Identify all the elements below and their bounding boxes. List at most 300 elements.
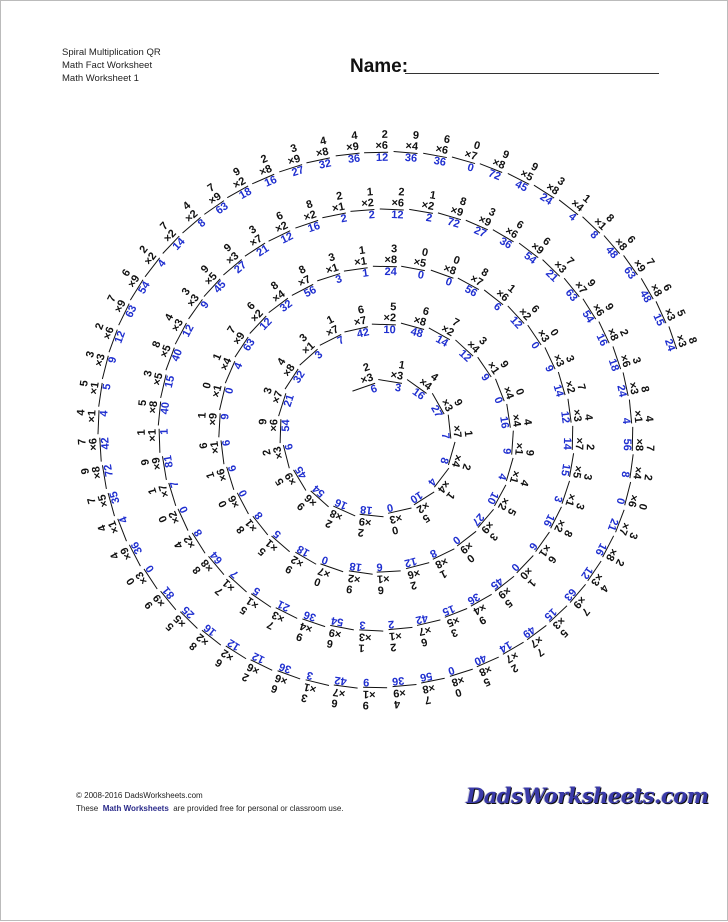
answer: 10 — [383, 323, 397, 336]
multiplicand: 8 — [233, 522, 248, 536]
multiplier: ×8 — [432, 549, 459, 570]
answer: 7 — [335, 334, 347, 348]
answer: 54 — [279, 418, 292, 432]
multiplier: ×6 — [98, 326, 118, 353]
answer: 15 — [162, 374, 177, 389]
multiplicand: 2 — [259, 152, 271, 167]
multiplicand: 9 — [142, 598, 156, 611]
multiplicand: 2 — [381, 128, 389, 141]
multiplier: ×8 — [599, 317, 620, 344]
multiplicand: 9 — [522, 449, 536, 457]
answer: 14 — [170, 236, 188, 254]
answer: 36 — [432, 154, 447, 169]
answer: 4 — [619, 417, 633, 425]
answer: 16 — [263, 173, 280, 190]
answer: 72 — [445, 215, 461, 231]
multiplicand: 0 — [124, 574, 138, 587]
multiplicand: 1 — [204, 470, 218, 481]
answer: 4 — [565, 210, 579, 224]
answer: 16 — [305, 219, 322, 236]
worksheet-title: Spiral Multiplication QR — [62, 47, 161, 58]
multiplicand: 9 — [497, 358, 511, 371]
multiplier: ×2 — [264, 220, 291, 241]
multiplier: ×6 — [484, 281, 510, 305]
problem — [349, 187, 376, 223]
answer: 0 — [490, 395, 505, 406]
answer: 0 — [446, 663, 456, 677]
multiplicand: 7 — [265, 617, 277, 632]
answer: 56 — [621, 438, 634, 452]
math-worksheets-link[interactable]: Math Worksheets — [102, 804, 169, 813]
multiplier: ×4 — [407, 371, 433, 395]
multiplier: ×1 — [243, 515, 267, 541]
multiplicand: 9 — [138, 458, 152, 467]
multiplier: ×3 — [91, 353, 109, 379]
multiplier: ×5 — [97, 493, 115, 519]
answer: 36 — [391, 674, 405, 688]
multiplicand: 0 — [390, 523, 400, 537]
multiplier: ×1 — [87, 410, 100, 434]
problem — [300, 668, 331, 707]
multiplier: ×7 — [239, 234, 266, 257]
multiplicand: 6 — [660, 281, 674, 294]
multiplier: ×8 — [641, 272, 663, 299]
answer: 0 — [417, 268, 426, 282]
problem — [345, 362, 379, 402]
multiplier: ×9 — [328, 625, 354, 641]
answer: 2 — [424, 211, 433, 225]
multiplier: ×5 — [402, 255, 428, 271]
multiplier: ×7 — [268, 389, 287, 416]
multiplicand: 3 — [247, 223, 259, 238]
answer: 15 — [650, 312, 667, 329]
multiplicand: 7 — [225, 324, 239, 336]
answer: 36 — [464, 589, 482, 607]
multiplier: ×6 — [246, 660, 273, 681]
multiplicand: 9 — [221, 241, 235, 255]
multiplier: ×9 — [276, 154, 303, 173]
multiplicand: 7 — [157, 220, 171, 234]
multiplier: ×3 — [622, 370, 639, 396]
multiplicand: 5 — [390, 300, 397, 313]
problem — [449, 135, 481, 174]
multiplier: ×9 — [457, 531, 483, 555]
multiplicand: 2 — [335, 190, 344, 204]
multiplier: ×1 — [221, 576, 247, 601]
answer: 12 — [375, 151, 389, 164]
answer: 0 — [613, 496, 627, 506]
multiplier: ×3 — [216, 251, 242, 276]
multiplier: ×1 — [107, 519, 127, 546]
answer: 16 — [592, 540, 610, 558]
answer: 9 — [106, 355, 120, 365]
multiplicand: 2 — [240, 670, 252, 684]
multiplicand: 3 — [629, 355, 643, 366]
problem — [414, 608, 445, 647]
answer: 12 — [180, 322, 197, 340]
answer: 6 — [225, 463, 240, 474]
multiplicand: 3 — [572, 501, 587, 511]
multiplier: ×1 — [582, 208, 608, 233]
multiplicand: 6 — [197, 441, 211, 450]
multiplier: ×6 — [582, 293, 605, 320]
multiplicand: 4 — [521, 417, 534, 426]
multiplier: ×8 — [534, 176, 561, 199]
answer: 16 — [497, 415, 512, 430]
multiplicand: 8 — [479, 265, 491, 280]
answer: 21 — [604, 516, 620, 532]
answer: 6 — [220, 439, 233, 447]
multiplicand: 5 — [420, 510, 432, 525]
multiplier: ×4 — [470, 593, 497, 615]
multiplier: ×4 — [495, 375, 515, 402]
answer: 63 — [123, 303, 140, 321]
answer: 9 — [198, 299, 212, 312]
multiplier: ×7 — [286, 274, 313, 296]
multiplicand: 3 — [300, 690, 309, 704]
answer: 0 — [528, 340, 543, 352]
problem — [80, 464, 117, 493]
multiplier: ×7 — [572, 426, 584, 450]
answer: 12 — [578, 563, 596, 581]
answer: 5 — [271, 527, 285, 541]
multiplicand: 7 — [563, 254, 576, 268]
answer: 49 — [520, 622, 538, 640]
multiplicand: 3 — [486, 530, 500, 543]
multiplier: ×4 — [455, 332, 481, 357]
answer: 6 — [525, 540, 540, 553]
answer: 0 — [177, 504, 192, 515]
answer: 15 — [440, 602, 456, 618]
answer: 1 — [158, 428, 172, 435]
multiplicand: 1 — [461, 430, 475, 438]
multiplicand: 8 — [637, 385, 651, 394]
multiplier: ×4 — [262, 289, 288, 313]
problem — [400, 244, 430, 282]
footer-note: These Math Worksheets are provided free for personal or classroom use. — [76, 804, 344, 813]
multiplier: ×3 — [271, 607, 298, 628]
answer: 5 — [250, 583, 263, 598]
answer: 36 — [302, 607, 318, 623]
multiplicand: 3 — [580, 472, 594, 481]
multiplicand: 1 — [428, 188, 437, 202]
multiplicand: 9 — [231, 165, 243, 180]
multiplicand: 4 — [180, 199, 193, 213]
multiplicand: 7 — [534, 645, 547, 659]
problem — [333, 131, 361, 168]
multiplicand: 4 — [275, 356, 289, 368]
multiplier: ×6 — [405, 562, 431, 580]
multiplier: ×5 — [149, 372, 166, 398]
problem — [257, 418, 292, 443]
problem — [500, 430, 536, 456]
multiplicand: 3 — [141, 368, 155, 378]
multiplier: ×1 — [245, 593, 272, 616]
multiplicand: 6 — [514, 218, 526, 233]
multiplier: ×3 — [669, 323, 688, 350]
multiplicand: 6 — [245, 299, 259, 313]
multiplicand: 3 — [625, 530, 640, 541]
answer: 4 — [98, 410, 111, 418]
answer: 14 — [433, 333, 451, 351]
answer: 15 — [541, 605, 560, 623]
multiplier: ×4 — [559, 191, 585, 215]
multiplicand: 4 — [393, 697, 401, 710]
multiplicand: 6 — [419, 634, 429, 649]
multiplicand: 2 — [357, 525, 366, 539]
multiplier: ×6 — [268, 419, 281, 443]
multiplicand: 9 — [602, 301, 616, 314]
multiplicand: 0 — [471, 139, 482, 153]
answer: 54 — [136, 279, 153, 297]
multiplicand: 2 — [260, 448, 274, 458]
answer: 54 — [310, 482, 328, 500]
multiplicand: 2 — [641, 473, 655, 482]
answer: 7 — [228, 567, 241, 581]
answer: 0 — [320, 552, 331, 567]
answer: 12 — [456, 347, 474, 365]
answer: 12 — [279, 229, 296, 247]
answer: 72 — [101, 463, 116, 478]
answer: 8 — [427, 546, 439, 561]
multiplier: ×9 — [119, 544, 141, 571]
answer: 18 — [605, 357, 621, 374]
problem — [288, 199, 322, 239]
multiplicand: 9 — [528, 160, 540, 175]
multiplier: ×4 — [393, 140, 418, 154]
answer: 25 — [179, 603, 198, 621]
answer: 72 — [486, 167, 503, 184]
answer: 0 — [385, 500, 395, 515]
answer: 16 — [540, 512, 557, 529]
answer: 12 — [402, 554, 418, 570]
multiplier: ×1 — [292, 341, 318, 366]
multiplier: ×8 — [91, 466, 107, 492]
multiplier: ×8 — [329, 506, 356, 527]
multiplier: ×1 — [377, 570, 402, 583]
multiplicand: 7 — [212, 584, 226, 598]
multiplicand: 9 — [476, 612, 488, 627]
multiplicand: 9 — [450, 396, 465, 409]
problem — [446, 658, 479, 698]
problem — [621, 427, 655, 452]
answer: 12 — [557, 410, 572, 424]
multiplier: ×4 — [447, 441, 465, 467]
multiplier: ×2 — [409, 198, 435, 214]
answer: 0 — [449, 533, 463, 547]
multiplier: ×1 — [561, 480, 580, 507]
multiplicand: 1 — [524, 576, 538, 589]
answer: 24 — [537, 191, 555, 209]
answer: 9 — [542, 363, 556, 375]
multiplicand: 2 — [583, 443, 596, 451]
multiplicand: 3 — [288, 142, 299, 156]
problem — [419, 667, 449, 705]
multiplier: ×8 — [248, 164, 275, 185]
answer: 7 — [439, 432, 452, 441]
answer: 45 — [292, 464, 310, 482]
answer: 1 — [361, 267, 370, 281]
multiplier: ×2 — [168, 509, 189, 536]
problem — [548, 366, 587, 399]
problem — [140, 454, 177, 483]
multiplicand: 0 — [512, 386, 526, 398]
name-label: Name: — [350, 56, 409, 77]
answer: 21 — [254, 243, 272, 260]
multiplicand: 5 — [78, 379, 91, 388]
multiplicand: 8 — [150, 339, 164, 350]
multiplicand: 6 — [528, 303, 542, 316]
answer: 16 — [333, 495, 350, 512]
multiplier: ×2 — [195, 630, 221, 654]
multiplier: ×7 — [563, 271, 587, 297]
multiplier: ×3 — [179, 293, 203, 320]
answer: 54 — [330, 614, 345, 629]
multiplicand: 7 — [643, 256, 657, 269]
answer: 40 — [159, 401, 173, 415]
answer: 18 — [237, 185, 255, 203]
answer: 6 — [369, 383, 379, 397]
multiplier: ×6 — [493, 220, 520, 242]
multiplier: ×2 — [289, 552, 316, 574]
multiplier: ×1 — [629, 398, 643, 423]
multiplicand: 2 — [398, 186, 405, 199]
answer: 63 — [561, 585, 579, 603]
answer: 6 — [491, 300, 504, 315]
multiplier: ×9 — [359, 514, 384, 528]
multiplier: ×1 — [477, 351, 500, 378]
multiplier: ×8 — [304, 147, 330, 164]
answer: 48 — [603, 243, 621, 261]
answer: 14 — [497, 638, 514, 655]
multiplicand: 2 — [613, 556, 627, 568]
answer: 3 — [312, 348, 326, 362]
multiplicand: 6 — [269, 681, 280, 696]
multiplier: ×1 — [511, 430, 525, 455]
problem — [76, 409, 111, 434]
answer: 3 — [359, 617, 366, 631]
multiplier: ×9 — [151, 456, 167, 482]
multiplier: ×2 — [372, 312, 396, 325]
answer: 48 — [409, 325, 425, 341]
multiplier: ×1 — [505, 458, 523, 484]
multiplier: ×3 — [431, 387, 453, 414]
multiplicand: 5 — [256, 544, 269, 558]
multiplier: ×2 — [291, 209, 318, 228]
answer: 12 — [257, 315, 275, 333]
multiplier: ×4 — [630, 455, 645, 480]
multiplicand: 0 — [200, 380, 214, 390]
multiplier: ×9 — [283, 470, 306, 497]
multiplicand: 0 — [156, 513, 171, 525]
multiplicand: 7 — [450, 316, 462, 330]
multiplicand: 3 — [476, 334, 489, 348]
answer: 21 — [542, 267, 560, 285]
multiplicand: 9 — [79, 467, 93, 476]
multiplicand: 5 — [272, 476, 287, 488]
multiplier: ×6 — [274, 671, 301, 690]
multiplicand: 2 — [617, 328, 631, 339]
multiplier: ×7 — [615, 509, 635, 536]
multiplier: ×9 — [518, 234, 544, 258]
answer: 32 — [318, 157, 333, 172]
problem — [318, 191, 348, 229]
multiplier: ×8 — [632, 427, 644, 451]
problem — [658, 319, 698, 353]
multiplicand: 6 — [377, 583, 385, 596]
answer: 56 — [418, 669, 434, 684]
answer: 10 — [407, 488, 425, 505]
answer: 32 — [278, 297, 296, 315]
answer: 40 — [472, 651, 489, 668]
multiplier: ×3 — [542, 251, 568, 276]
multiplicand: 5 — [481, 674, 492, 689]
multiplicand: 8 — [603, 211, 616, 225]
worksheet-number: Math Worksheet 1 — [62, 73, 139, 84]
multiplier: ×3 — [388, 508, 414, 525]
problem — [619, 453, 656, 481]
answer: 7 — [167, 479, 182, 490]
problem — [613, 479, 652, 511]
answer: 12 — [507, 314, 525, 332]
multiplier: ×9 — [495, 576, 521, 600]
problem — [270, 660, 304, 700]
multiplier: ×1 — [148, 429, 161, 453]
answer: 63 — [562, 286, 580, 304]
multiplier: ×7 — [458, 268, 485, 290]
problem — [340, 304, 371, 342]
problem — [310, 252, 343, 292]
multiplicand: 0 — [216, 497, 230, 510]
answer: 16 — [593, 332, 610, 349]
answer: 8 — [587, 228, 601, 242]
answer: 48 — [637, 287, 654, 305]
problem — [364, 129, 389, 163]
answer: 42 — [334, 673, 348, 687]
multiplier: ×3 — [549, 605, 575, 630]
answer: 9 — [499, 447, 513, 455]
multiplier: ×8 — [477, 657, 504, 678]
problem — [302, 136, 333, 174]
answer: 8 — [436, 455, 451, 465]
multiplier: ×9 — [478, 509, 503, 535]
multiplicand: 4 — [642, 415, 656, 423]
multiplier: ×6 — [215, 467, 234, 493]
multiplicand: 0 — [451, 253, 461, 267]
multiplicand: 2 — [92, 321, 107, 332]
multiplicand: 6 — [326, 637, 335, 651]
multiplier: ×2 — [558, 369, 576, 395]
dadsworksheets-logo[interactable]: DadsWorksheets.com — [466, 783, 709, 808]
problem — [611, 368, 649, 399]
multiplier: ×2 — [429, 318, 456, 340]
multiplier: ×3 — [349, 373, 376, 392]
answer: 21 — [281, 392, 297, 408]
multiplier: ×4 — [299, 618, 326, 637]
multiplier: ×9 — [466, 209, 493, 230]
answer: 45 — [487, 574, 505, 592]
multiplicand: 7 — [644, 445, 657, 452]
multiplier: ×8 — [401, 312, 427, 330]
multiplicand: 2 — [361, 361, 372, 375]
answer: 2 — [339, 212, 349, 226]
multiplier: ×6 — [423, 141, 449, 157]
multiplicand: 1 — [145, 486, 160, 496]
multiplicand: 4 — [162, 312, 177, 324]
multiplicand: 6 — [274, 209, 286, 223]
multiplier: ×7 — [157, 483, 175, 509]
multiplier: ×7 — [527, 625, 553, 649]
